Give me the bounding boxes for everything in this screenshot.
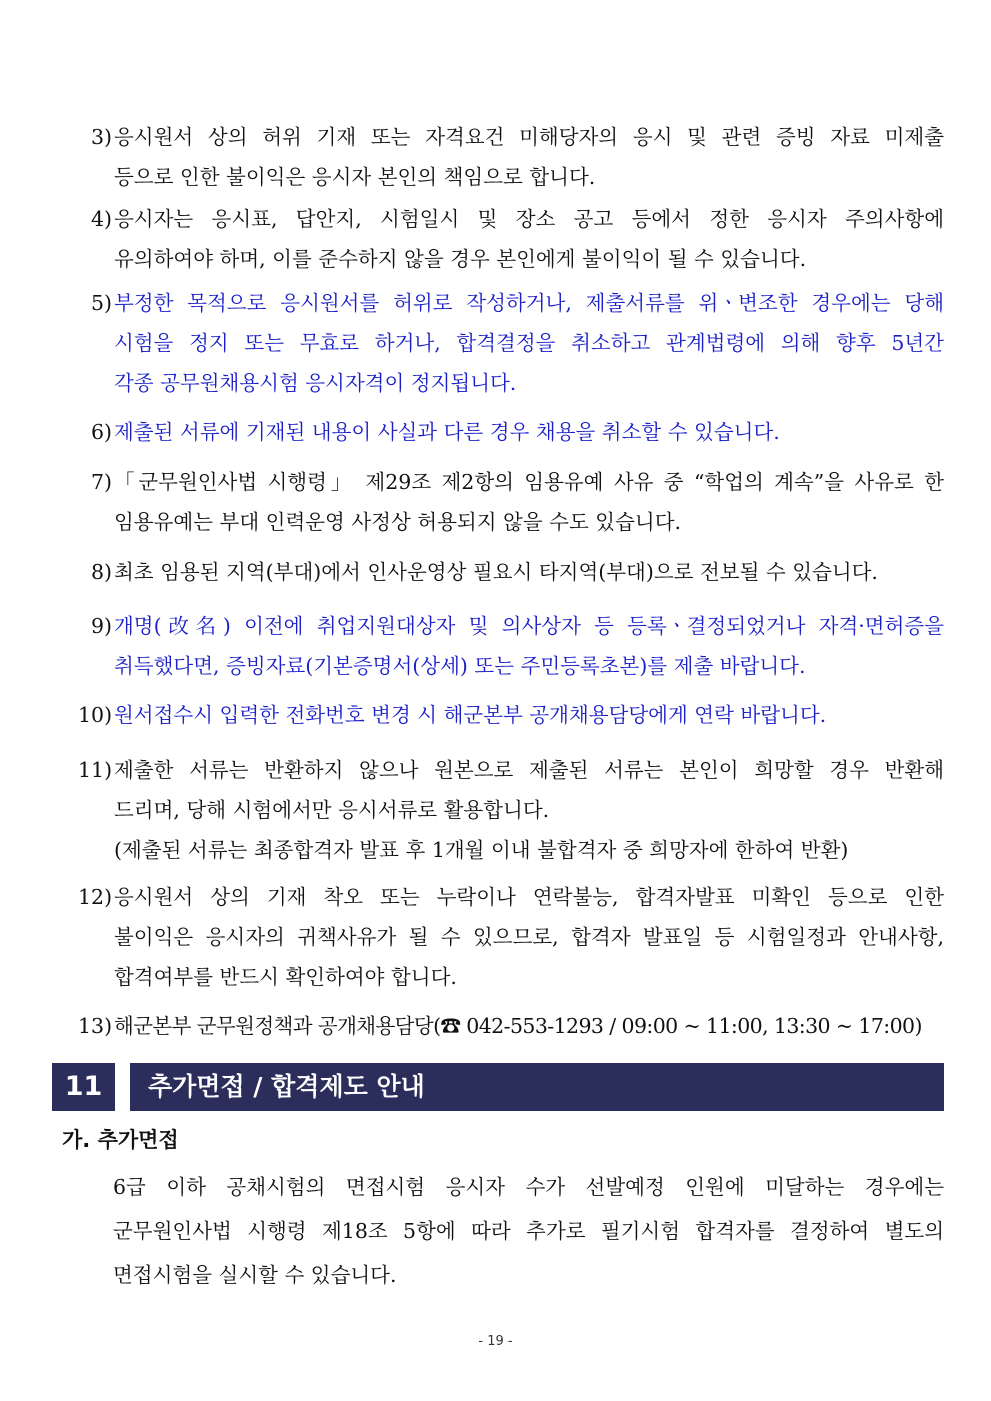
item-line: 드리며, 당해 시험에서만 응시서류로 활용합니다. [114, 798, 550, 822]
item-line: 시험을 정지 또는 무효로 하거나, 합격결정을 취소하고 관계법령에 의해 향후 5년간 [114, 331, 944, 355]
item-line: 해군본부 군무원정책과 공개채용담당(☎ 042-553-1293 / 09:00 ~ 11:00, 13:30 ~ 17:00) [114, 1014, 922, 1038]
item-line: 「군무원인사법 시행령」 제29조 제2항의 임용유예 사유 중 “학업의 계속”을 사유로 한 [114, 470, 944, 494]
page-number: - 19 - [478, 1334, 513, 1349]
item-number: 4) [90, 207, 112, 231]
item-line: 개명(改名) 이전에 취업지원대상자 및 의사상자 등 등록ㆍ결정되었거나 자격·면허증을 [114, 614, 944, 638]
item-line: 제출한 서류는 반환하지 않으나 원본으로 제출된 서류는 본인이 희망할 경우 반환해 [114, 758, 944, 782]
item-number: 3) [90, 125, 112, 149]
item-number: 5) [90, 291, 112, 315]
item-line: 응시원서 상의 허위 기재 또는 자격요건 미해당자의 응시 및 관련 증빙 자료 미제출 [114, 125, 944, 149]
section-title: 추가면접 / 합격제도 안내 [130, 1063, 944, 1111]
subsection-title: 가. 추가면접 [62, 1128, 179, 1152]
item-line: 합격여부를 반드시 확인하여야 합니다. [114, 965, 457, 989]
item-line: 임용유예는 부대 인력운영 사정상 허용되지 않을 수도 있습니다. [114, 510, 682, 534]
item-line: 제출된 서류에 기재된 내용이 사실과 다른 경우 채용을 취소할 수 있습니다. [114, 420, 780, 444]
item-number: 11) [78, 758, 113, 782]
item-number: 8) [90, 560, 112, 584]
item-line: (제출된 서류는 최종합격자 발표 후 1개월 이내 불합격자 중 희망자에 한하여 반환) [114, 838, 849, 862]
section-number: 11 [52, 1063, 115, 1111]
item-number: 9) [90, 614, 112, 638]
item-line: 유의하여야 하며, 이를 준수하지 않을 경우 본인에게 불이익이 될 수 있습니다. [114, 247, 807, 271]
item-number: 6) [90, 420, 112, 444]
paragraph-line: 6급 이하 공채시험의 면접시험 응시자 수가 선발예정 인원에 미달하는 경우에는 [113, 1175, 944, 1199]
paragraph-line: 군무원인사법 시행령 제18조 5항에 따라 추가로 필기시험 합격자를 결정하여 별도의 [113, 1219, 944, 1243]
item-number: 12) [78, 885, 113, 909]
item-number: 10) [78, 703, 113, 727]
item-line: 등으로 인한 불이익은 응시자 본인의 책임으로 합니다. [114, 165, 596, 189]
item-number: 7) [90, 470, 112, 494]
item-number: 13) [78, 1014, 113, 1038]
item-line: 최초 임용된 지역(부대)에서 인사운영상 필요시 타지역(부대)으로 전보될 수 있습니다. [114, 560, 878, 584]
item-line: 응시원서 상의 기재 착오 또는 누락이나 연락불능, 합격자발표 미확인 등으로 인한 [114, 885, 944, 909]
item-line: 취득했다면, 증빙자료(기본증명서(상세) 또는 주민등록초본)를 제출 바랍니다. [114, 654, 806, 678]
item-line: 원서접수시 입력한 전화번호 변경 시 해군본부 공개채용담당에게 연락 바랍니다. [114, 703, 827, 727]
paragraph [113, 1165, 944, 1297]
item-line: 각종 공무원채용시험 응시자격이 정지됩니다. [114, 371, 517, 395]
item-line: 부정한 목적으로 응시원서를 허위로 작성하거나, 제출서류를 위ㆍ변조한 경우에는 당해 [114, 291, 944, 315]
item-line: 불이익은 응시자의 귀책사유가 될 수 있으므로, 합격자 발표일 등 시험일정과 안내사항, [114, 925, 944, 949]
item-line: 응시자는 응시표, 답안지, 시험일시 및 장소 공고 등에서 정한 응시자 주의사항에 [114, 207, 944, 231]
paragraph-line: 면접시험을 실시할 수 있습니다. [113, 1263, 397, 1287]
